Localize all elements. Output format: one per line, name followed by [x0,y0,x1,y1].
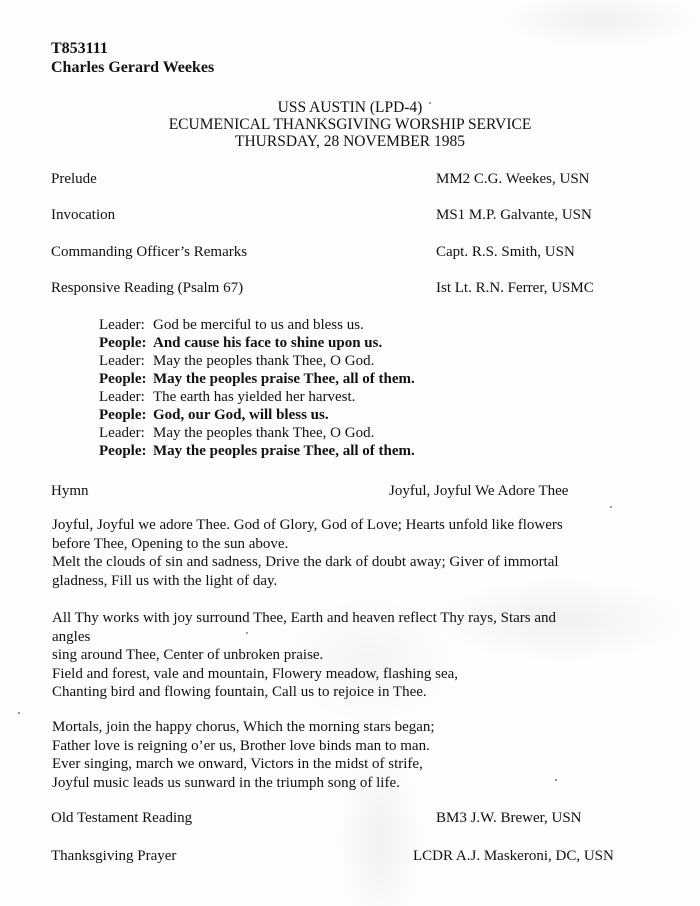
service-date: THURSDAY, 28 NOVEMBER 1985 [235,133,465,150]
program-person: BM3 J.W. Brewer, USN [436,810,582,826]
scan-speck [555,779,557,781]
responsive-reading [99,316,415,460]
speaker-label: People: [99,407,147,423]
verse-line: Field and forest, vale and mountain, Flowery meadow, flashing sea, [52,665,459,682]
reading-line [99,424,415,442]
author-name: Charles Gerard Weekes [51,59,215,76]
hymn-verse [52,516,563,590]
scan-speck [610,506,612,508]
program-item: Responsive Reading (Psalm 67) [51,280,244,296]
service-name: ECUMENICAL THANKSGIVING WORSHIP SERVICE [168,116,532,133]
reading-text: May the peoples thank Thee, O God. [153,425,375,441]
verse-line: before Thee, Opening to the sun above. [52,535,289,552]
speaker-label: Leader: [99,353,145,369]
document-id: T853111 [51,40,108,57]
program-item: Prelude [51,171,97,187]
verse-line: angles [52,628,91,645]
speaker-label: People: [99,335,147,351]
service-title [100,99,600,150]
hymn-label: Hymn [51,483,89,499]
program-person: Capt. R.S. Smith, USN [436,244,575,260]
program-item: Thanksgiving Prayer [51,848,177,864]
program-person: Ist Lt. R.N. Ferrer, USMC [436,280,594,296]
verse-line: Joyful, Joyful we adore Thee. God of Glory, God of Love; Hearts unfold like flowers [52,517,563,533]
verse-line: All Thy works with joy surround Thee, Earth and heaven reflect Thy rays, Stars and [52,610,557,626]
hymn-verse [52,718,435,792]
verse-line: Ever singing, march we onward, Victors in the midst of strife, [52,756,423,772]
program-item: Old Testament Reading [51,810,193,826]
speaker-label: Leader: [99,425,145,441]
reading-text: The earth has yielded her harvest. [153,389,356,405]
ship-name: USS AUSTIN (LPD-4) [277,99,423,116]
reading-text: May the peoples praise Thee, all of them. [153,371,415,387]
verse-line: Melt the clouds of sin and sadness, Drive the dark of doubt away; Giver of immortal [52,554,559,570]
speaker-label: People: [99,371,147,387]
program-person: MM2 C.G. Weekes, USN [436,171,590,187]
reading-text: May the peoples thank Thee, O God. [153,353,375,369]
verse-line: gladness, Fill us with the light of day. [52,572,278,589]
reading-line [99,352,415,370]
verse-line: Father love is reigning o’er us, Brother love binds man to man. [52,737,430,754]
speaker-label: Leader: [99,389,145,405]
program-person: MS1 M.P. Galvante, USN [436,207,592,223]
verse-line: Joyful music leads us sunward in the triumph song of life. [52,774,400,791]
program-item: Invocation [51,207,116,223]
reading-text: God be merciful to us and bless us. [153,317,364,333]
hymn-verse [52,609,556,702]
scan-speck [18,712,20,714]
program-person: LCDR A.J. Maskeroni, DC, USN [413,848,614,864]
verse-line: Chanting bird and flowing fountain, Call us to rejoice in Thee. [52,684,427,700]
scan-speck [429,102,431,104]
speaker-label: People: [99,443,147,459]
reading-line [99,406,415,424]
hymn-title: Joyful, Joyful We Adore Thee [389,483,569,499]
reading-text: And cause his face to shine upon us. [153,335,383,351]
program-item: Commanding Officer’s Remarks [51,244,248,260]
scan-speck [246,632,248,634]
reading-line [99,334,415,352]
verse-line: Mortals, join the happy chorus, Which the morning stars began; [52,719,435,735]
reading-line [99,316,415,334]
reading-line [99,442,415,460]
reading-line [99,370,415,388]
reading-line [99,388,415,406]
verse-line: sing around Thee, Center of unbroken praise. [52,647,324,663]
reading-text: May the peoples praise Thee, all of them. [153,443,415,459]
speaker-label: Leader: [99,317,145,333]
reading-text: God, our God, will bless us. [153,407,329,423]
